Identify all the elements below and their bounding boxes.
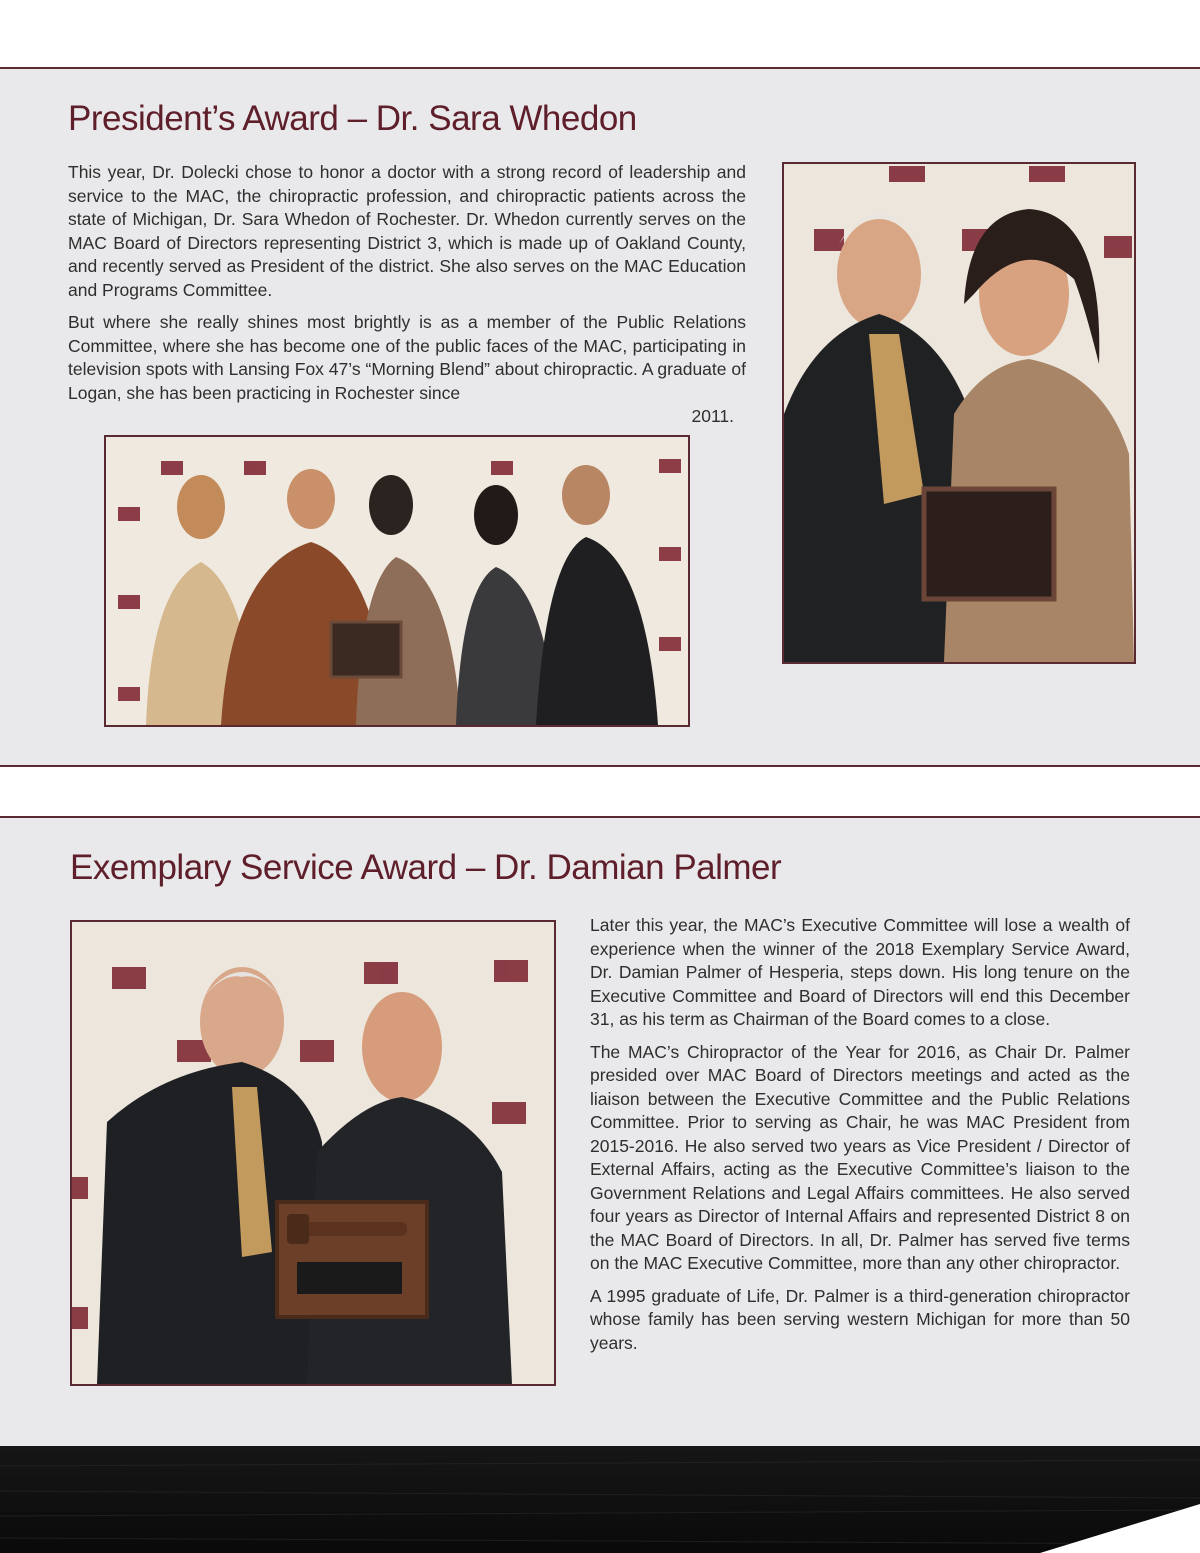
paragraph-end: 2011.	[691, 406, 734, 426]
paragraph: The MAC’s Chiropractor of the Year for 2016, as Chair Dr. Palmer presided over MAC Board of Directors meetings and acted as the liaison between the Executive Committee and the Public Relations Committee. Prior to serving as Chair, he was MAC President from 2015-2016. He also served two years as Vice President / Director of External Affairs, acting as the Executive Committee’s liaison to the Government Relations and Legal Affairs committees. He also served four years as Director of Internal Affairs and represented District 8 on the MAC Board of Directors. In all, Dr. Palmer has served five terms on the MAC Executive Committee, more than any other chiropractor.	[590, 1041, 1130, 1273]
article-body	[68, 161, 746, 438]
paragraph: A 1995 graduate of Life, Dr. Palmer is a third-generation chiropractor whose family has been serving western Michigan for more than 50 years.	[590, 1285, 1130, 1353]
section-title: President’s Award – Dr. Sara Whedon	[68, 99, 637, 138]
paragraph: This year, Dr. Dolecki chose to honor a doctor with a strong record of leadership and service to the MAC, the chiropractic profession, and chiropractic patients across the state of Michigan, Dr. Sara Whedon of Rochester. Dr. Whedon currently serves on the MAC Board of Directors representing District 3, which is made up of Oakland County, and recently served as President of the district. She also serves on the MAC Education and Programs Committee.	[68, 162, 746, 300]
group-photo	[104, 435, 690, 727]
presidents-award-section	[0, 67, 1200, 767]
article-body	[590, 914, 1130, 1364]
award-photo-whedon	[782, 162, 1136, 664]
section-title: Exemplary Service Award – Dr. Damian Palmer	[70, 848, 782, 887]
page-footer-band	[0, 1446, 1200, 1553]
paragraph: Later this year, the MAC’s Executive Committee will lose a wealth of experience when the winner of the 2018 Exemplary Service Award, Dr. Damian Palmer of Hesperia, steps down. His long tenure on the Executive Committee and Board of Directors will end this December 31, as his term as Chairman of the Board comes to a close.	[590, 915, 1130, 1029]
award-photo-palmer	[70, 920, 556, 1386]
paragraph: But where she really shines most brightly is as a member of the Public Relations Committee, where she has become one of the public faces of the MAC, participating in television spots with Lansing Fox 47’s “Morning Blend” about chiropractic. A graduate of Logan, she has been practicing in Rochester since 2011.	[68, 311, 746, 429]
exemplary-service-section	[0, 816, 1200, 1448]
